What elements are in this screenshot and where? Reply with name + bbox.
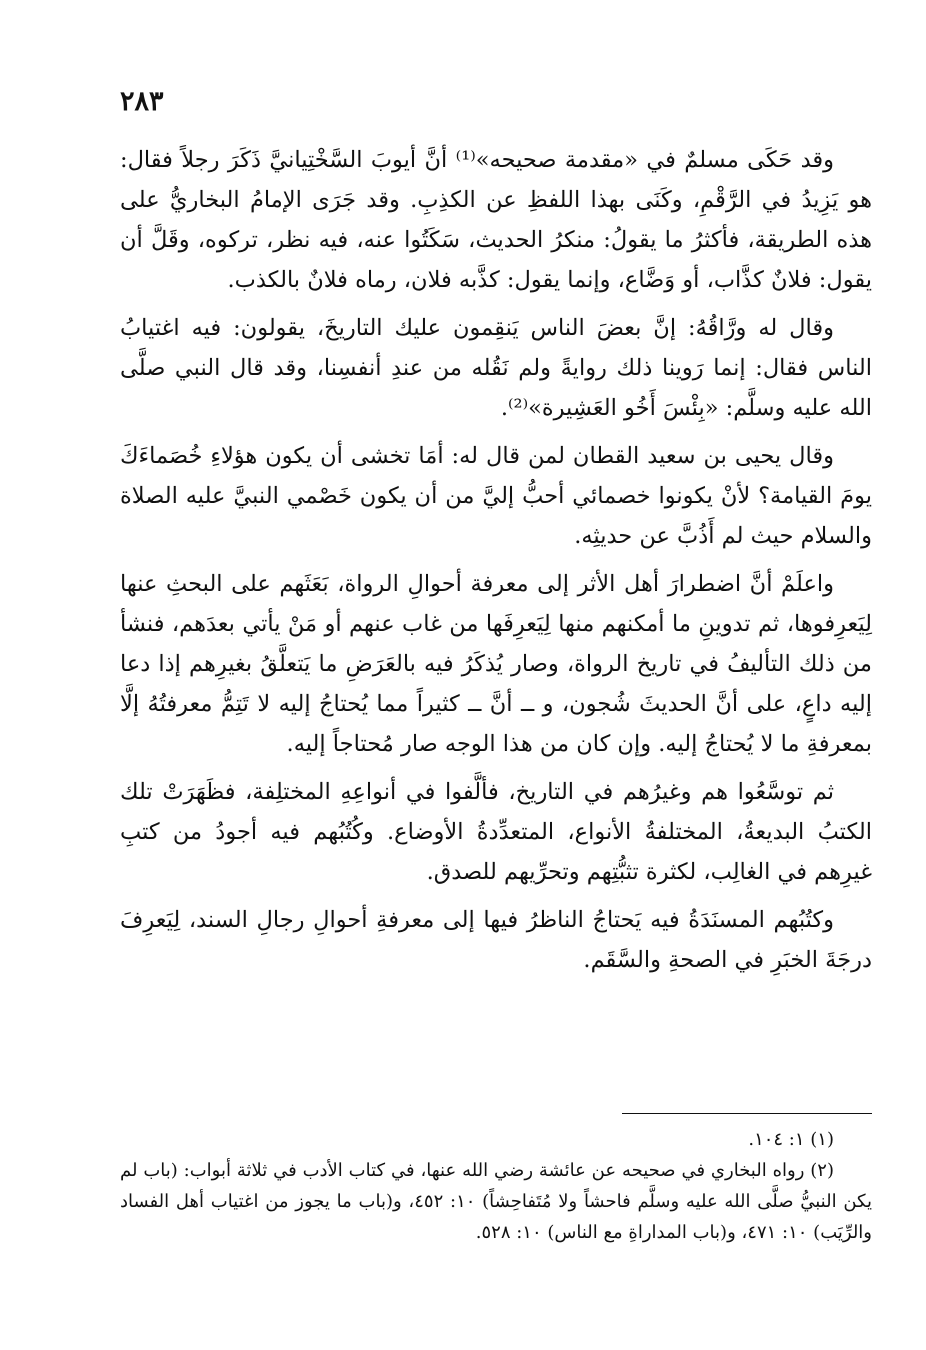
paragraph-4: واعلَمْ أنَّ اضطرارَ أهل الأثر إلى معرفة أحوالِ الرواة، بَعَثَهم على البحثِ عنها لِيَعرِفوها، ثم تدوينِ ما أمكنهم منها لِيَعرِفَها من غاب عنهم أو مَنْ يأتي بعدَهم، فنشأ من ذلك التأليفُ في تاريخ الرواة، وصار يُذكَرُ فيه بالعَرَضِ ما يَتعلَّقُ بغيرِهم إذا دعا إليه داعٍ، على أنَّ الحديثَ شُجون، و ــ أنَّ ــ كثيراً مما يُحتاجُ إليه لا تَتِمُّ معرفتُهُ إلَّا بمعرفةِ ما لا يُحتاجُ إليه. وإن كان من هذا الوجه صار مُحتاجاً إليه. bbox=[120, 571, 872, 757]
paragraph-6: وكتُبُهم المسنَدَةُ فيه يَحتاجُ الناظرُ فيها إلى معرفةِ أحوالِ رجالِ السند، لِيَعرِفَ درجَةَ الخبَرِ في الصحةِ والسَّقَم. bbox=[120, 907, 872, 973]
paragraph-1: وقد حَكَى مسلمٌ في «مقدمة صحيحه»⁽¹⁾ أنَّ أيوبَ السَّخْتِيانيَّ ذَكَرَ رجلاً فقال: هو يَزِيدُ في الرَّقْمِ، وكَنَى بهذا اللفظِ عن الكذِبِ. وقد جَرَى الإمامُ البخاريُّ على هذه الطريقة، فأكثرُ ما يقولُ: منكرُ الحديث، سَكَتُوا عنه، فيه نظر، تركوه، وقَلَّ أن يقول: فلانٌ كذَّاب، أو وَضَّاع، وإنما يقول: كذَّبه فلان، رماه فلانٌ بالكذب. bbox=[120, 147, 872, 293]
footnote-1: (١) ١: ١٠٤. bbox=[748, 1129, 834, 1150]
footnotes bbox=[120, 1124, 872, 1248]
footnote-2: (٢) رواه البخاري في صحيحه عن عائشة رضي الله عنها، في كتاب الأدب في ثلاثة أبواب: (باب لم يكن النبيُّ صلَّى الله عليه وسلَّم فاحشاً ولا مُتَفاحِشاً) ١٠: ٤٥٢، و(باب ما يجوز من اغتياب أهل الفساد والرِّيَب) ١٠: ٤٧١، و(باب المداراةِ مع الناس) ١٠: ٥٢٨. bbox=[120, 1160, 872, 1243]
paragraph-2: وقال له ورَّاقُهُ: إنَّ بعضَ الناس يَنقِمون عليك التاريخَ، يقولون: فيه اغتيابُ الناس فقال: إنما رَوينا ذلك روايةً ولم نَقُله من عندِ أنفسِنا، وقد قال النبي صلَّى الله عليه وسلَّم: «بِئْسَ أَخُو العَشِيرة»⁽²⁾. bbox=[120, 315, 872, 421]
footnote-divider bbox=[622, 1113, 872, 1114]
paragraph-5: ثم توسَّعُوا هم وغيرُهم في التاريخ، فألَّفوا في أنواعِهِ المختلِفة، فظَهَرَتْ تلك الكتبُ البديعةُ، المختلفةُ الأنواع، المتعدِّدةُ الأوضاع. وكُتُبُهم فيه أجودُ من كتبِ غيرِهم في الغالِب، لكثرة تثبُّتِهم وتحرِّيهم للصدق. bbox=[120, 779, 872, 885]
main-text bbox=[120, 140, 872, 988]
paragraph-3: وقال يحيى بن سعيد القطان لمن قال له: أمَا تخشى أن يكون هؤلاءِ خُصَماءَكَ يومَ القيامة؟ لأنْ يكونوا خصمائي أحبُّ إليَّ من أن يكون خَصْمي النبيَّ عليه الصلاة والسلام حيث لم أَذُبَّ عن حديثِه. bbox=[120, 443, 872, 549]
page-number: ٢٨٣ bbox=[120, 86, 164, 117]
